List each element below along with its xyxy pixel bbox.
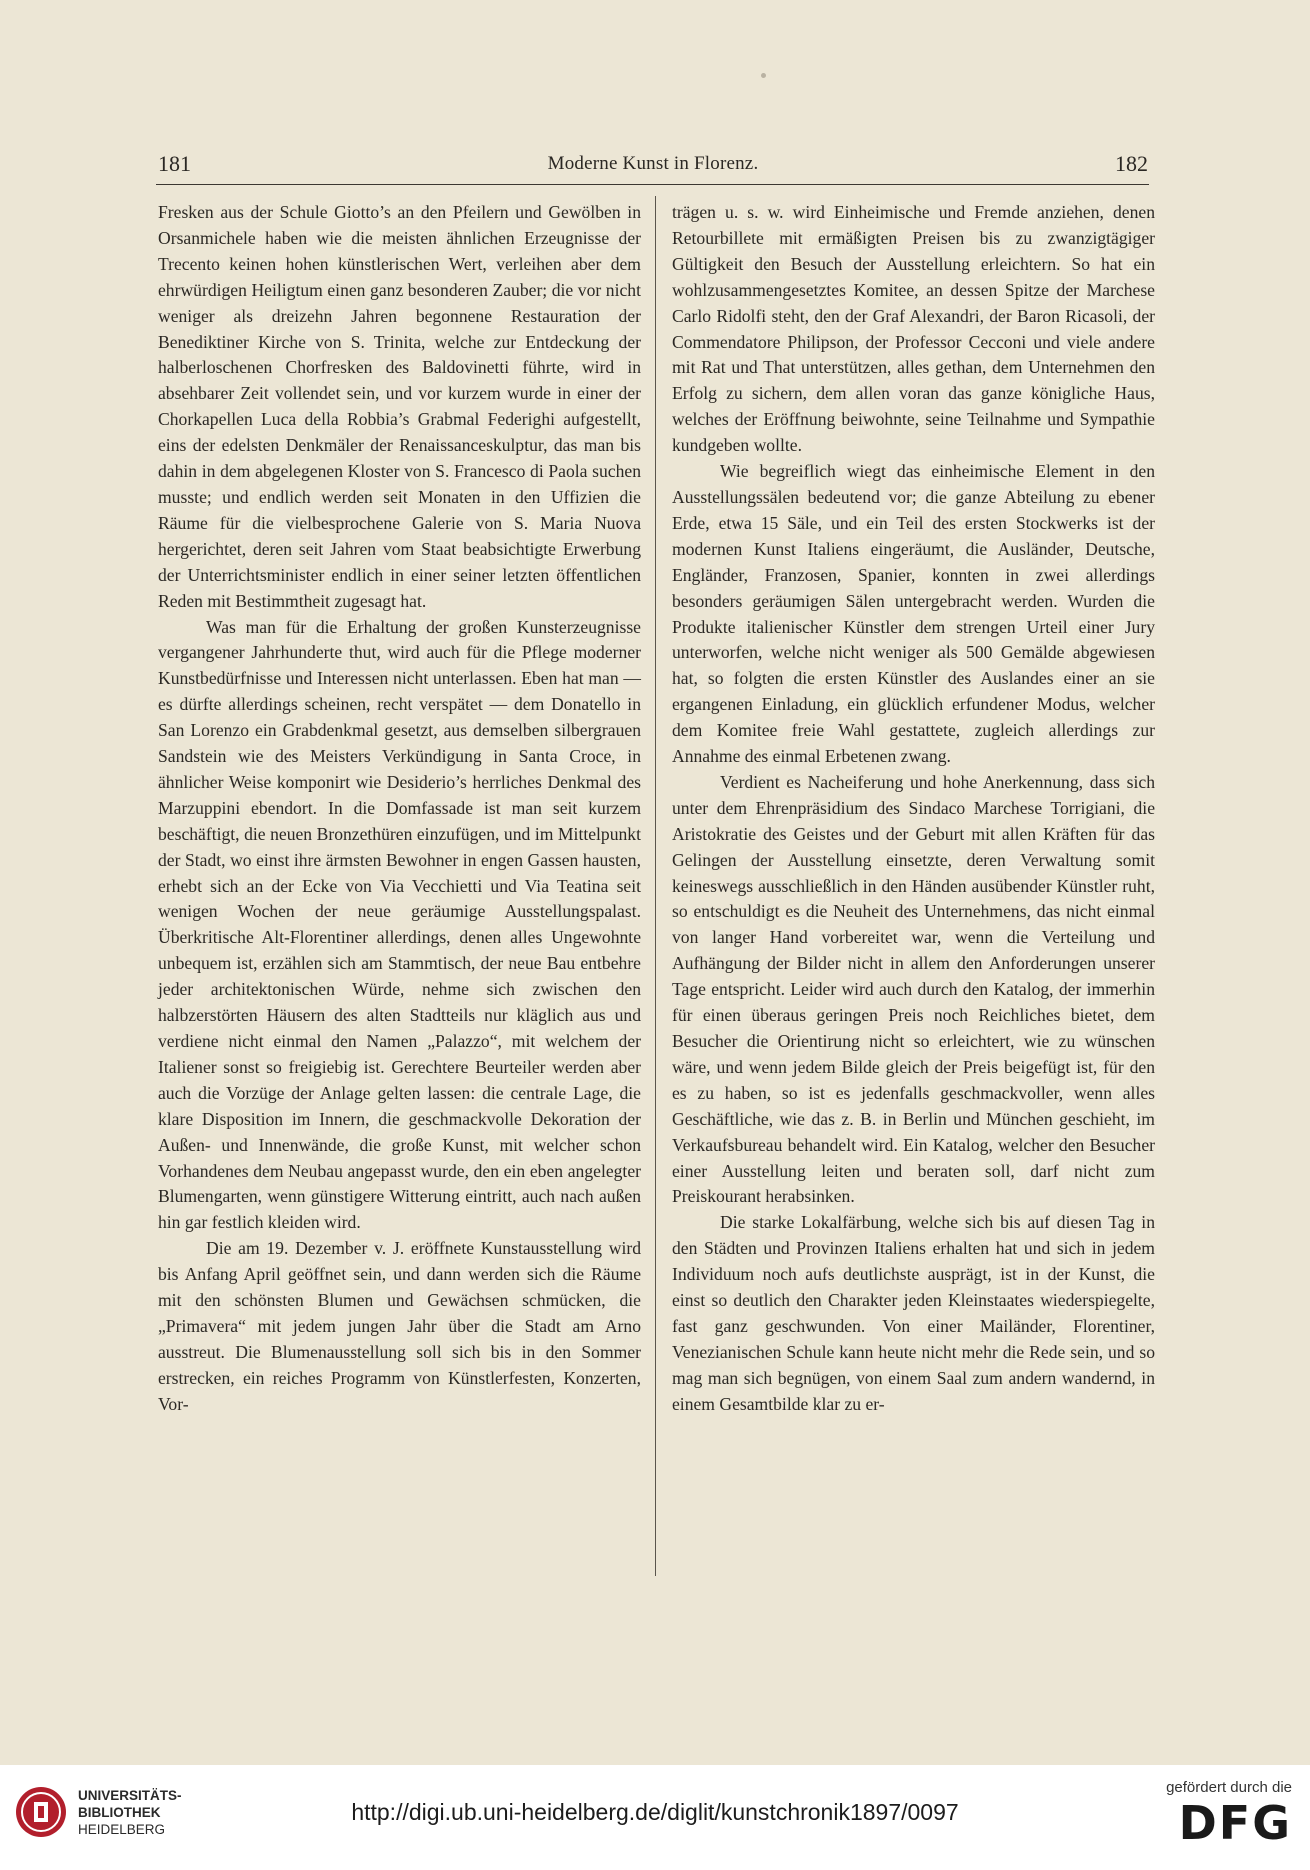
page-number-right: 182	[1115, 151, 1148, 176]
paragraph: Was man für die Erhaltung der großen Kunsterzeugnisse vergangener Jahrhunderte thut, wird auch für die Pflege moderner Kunstbedürfnisse und Interessen nicht unterlassen. Eben hat man — es dürfte allerdings scheinen, recht verspätet — dem Donatello in San Lorenzo ein Grabdenkmal gesetzt, aus demselben silbergrauen Sandstein wie des Meisters Verkündigung in Santa Croce, in ähnlicher Weise komponirt wie Desiderio’s herrliches Denkmal des Marzuppini ebendort. In die Domfassade ist man seit kurzem beschäftigt, die neuen Bronzethüren einzufügen, und im Mittelpunkt der Stadt, wo einst ihre ärmsten Bewohner in engen Gassen hausten, erhebt sich an der Ecke von Via Vecchietti und Via Teatina seit wenigen Wochen der neue geräumige Ausstellungspalast. Überkritische Alt-Florentiner allerdings, denen alles Ungewohnte unbequem ist, erzählen sich am Stammtisch, der neue Bau entbehre jeder architektonischen Würde, nehme sich zwischen den halbzerstörten Häusern des alten Stadtteils nur kläglich aus und verdiene nicht einmal den Namen „Palazzo“, mit welchem der Italiener sonst so freigiebig ist. Gerechtere Beurteiler werden aber auch die Vorzüge der Anlage gelten lassen: die centrale Lage, die klare Disposition im Innern, die geschmackvolle Dekoration der Außen- und Innenwände, die große Kunst, mit welcher schon Vorhandenes dem Neubau angepasst wurde, den ein eben angelegter Blumengarten, wenn günstigere Witterung eintritt, auch nach außen hin gar festlich kleiden wird.	[158, 616, 641, 1233]
permalink[interactable]: http://digi.ub.uni-heidelberg.de/diglit/kunstchronik1897/0097	[351, 1799, 959, 1825]
paragraph: Wie begreiflich wiegt das einheimische Element in den Ausstellungssälen bedeutend vor; die ganze Abteilung zu ebener Erde, etwa 15 Säle, und ein Teil des ersten Stockwerks ist der modernen Kunst Italiens eingeräumt, die Ausländer, Deutsche, Engländer, Franzosen, Spanier, konnten in zwei allerdings besonders geräumigen Sälen untergebracht werden. Wurden die Produkte italienischer Künstler dem strengen Urteil einer Jury unterworfen, welche nicht weniger als 500 Gemälde abgewiesen hat, so folgten die ersten Künstler des Auslandes einer an sie ergangenen Einladung, ein glücklich erfundener Modus, welcher dem Komitee freie Wahl gestattete, zugleich allerdings zur Annahme des einmal Erbetenen zwang.	[672, 461, 1155, 767]
left-column	[158, 200, 641, 1418]
paragraph: trägen u. s. w. wird Einheimische und Fremde anziehen, denen Retourbillete mit ermäßigten Preisen bis zu zwanzigtägiger Gültigkeit den Besuch der Ausstellung erleichtern. So hat ein wohlzusammengesetztes Komitee, an dessen Spitze der Marchese Carlo Ridolfi steht, den der Graf Alexandri, der Baron Ricasoli, der Commendatore Philipson, der Professor Cecconi und viele andere mit Rat und That unterstützen, alles gethan, dem Unternehmen den Erfolg zu sichern, dem allen voran das ganze königliche Haus, welches der Eröffnung beiwohnte, seine Teilnahme und Sympathie kundgeben wollte.	[672, 202, 1155, 456]
sponsor-label: gefördert durch die	[1166, 1779, 1292, 1796]
paper-speck	[761, 73, 766, 78]
paragraph: Fresken aus der Schule Giotto’s an den Pfeilern und Gewölben in Orsanmichele haben wie die meisten ähnlichen Erzeugnisse der Trecento keinen hohen künstlerischen Wert, verleihen aber dem ehrwürdigen Heiligtum einen ganz besonderen Zauber; die vor nicht weniger als dreizehn Jahren begonnene Restauration der Benediktiner Kirche von S. Trinita, welche zur Entdeckung der halberloschenen Chorfresken des Baldovinetti führte, wird in absehbarer Zeit vollendet sein, und vor kurzem wurde in einer der Chorkapellen Luca della Robbia’s Grabmal Federighi aufgestellt, eins der edelsten Denkmäler der Renaissanceskulptur, das man bis dahin in dem abgelegenen Kloster von S. Francesco di Paola suchen musste; und endlich werden seit Monaten in den Uffizien die Räume für die vielbesprochene Galerie von S. Maria Nuova hergerichtet, deren seit Jahren vom Staat beabsichtigte Erwerbung der Unterrichtsminister endlich in einer seiner letzten öffentlichen Reden mit Bestimmtheit zugesagt hat.	[158, 202, 641, 611]
paragraph: Die am 19. Dezember v. J. eröffnete Kunstausstellung wird bis Anfang April geöffnet sein, und dann werden sich die Räume mit den schönsten Blumen und Gewächsen schmücken, die „Primavera“ mit jedem jungen Jahr über die Stadt am Arno ausstreut. Die Blumenausstellung soll sich bis in den Sommer erstrecken, ein reiches Programm von Künstlerfesten, Konzerten, Vor-	[158, 1238, 641, 1414]
running-title: Moderne Kunst in Florenz.	[547, 153, 759, 174]
header-rule	[156, 184, 1149, 185]
paragraph: Verdient es Nacheiferung und hohe Anerkennung, dass sich unter dem Ehrenpräsidium des Sindaco Marchese Torrigiani, die Aristokratie des Geistes und der Geburt mit allen Kräften für das Gelingen der Ausstellung einsetzte, deren Verwaltung somit keineswegs ausschließlich in den Händen ausübender Künstler ruht, so entschuldigt es die Neuheit des Unternehmens, das nicht einmal von langer Hand vorbereitet war, wenn die Verteilung und Aufhängung der Bilder nicht in allem den Anforderungen unserer Tage entspricht. Leider wird auch durch den Katalog, der immerhin für einen überaus geringen Preis noch Reichliches bietet, dem Besucher die Orientirung nicht so erleichtert, wie zu wünschen wäre, und wenn jedem Bilde gleich der Preis beigefügt ist, für den es zu haben, so ist es jedenfalls geschmackvoller, wenn alles Geschäftliche, wie das z. B. in Berlin und München geschieht, im Verkaufsbureau behandelt wird. Ein Katalog, welcher den Besucher einer Ausstellung leiten und beraten soll, darf nicht zum Preiskourant herabsinken.	[672, 771, 1155, 1207]
page-number-left: 181	[158, 151, 191, 176]
library-name: UNIVERSITÄTS- BIBLIOTHEK HEIDELBERG	[78, 1788, 182, 1837]
running-header	[158, 151, 1148, 177]
column-divider	[655, 196, 656, 1576]
digitization-footer	[0, 1765, 1310, 1870]
dfg-logo[interactable]: DFG	[1178, 1796, 1292, 1850]
sponsor-block	[1132, 1779, 1292, 1850]
right-column	[672, 200, 1155, 1418]
paragraph: Die starke Lokalfärbung, welche sich bis auf diesen Tag in den Städten und Provinzen Italiens erhalten hat und sich in jedem Individuum noch aufs deutlichste ausprägt, ist in der Kunst, die einst so deutlich den Charakter jeden Kleinstaates wiederspiegelte, fast ganz geschwunden. Von einer Mailänder, Florentiner, Venezianischen Schule kann heute nicht mehr die Rede sein, und so mag man sich begnügen, von einem Saal zum andern wandernd, in einem Gesamtbilde klar zu er-	[672, 1212, 1155, 1414]
